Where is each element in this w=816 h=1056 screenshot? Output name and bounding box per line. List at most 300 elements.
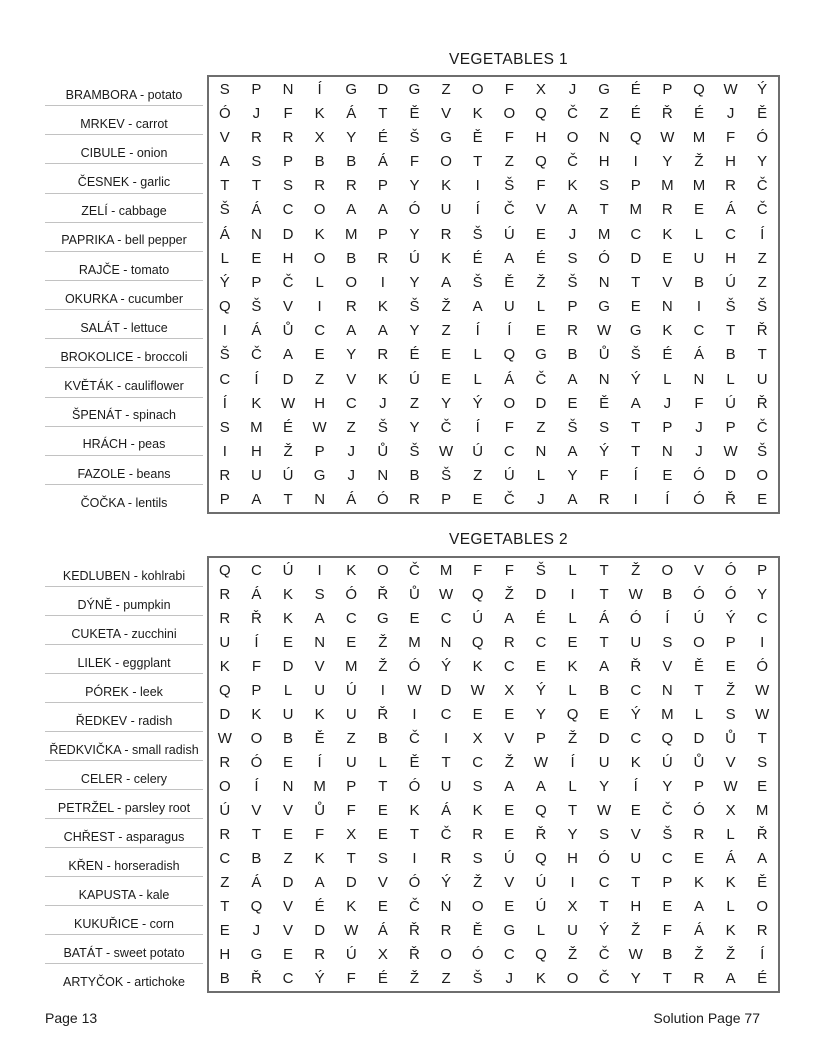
grid-letter: S <box>599 826 610 844</box>
puzzle-2-word-list <box>45 558 203 992</box>
grid-letter: Ů <box>409 585 420 603</box>
grid-letter: E <box>662 467 673 485</box>
grid-letter: T <box>757 346 767 364</box>
grid-letter: Ó <box>693 585 705 603</box>
grid-letter: T <box>441 753 451 771</box>
grid-letter: D <box>219 705 231 723</box>
grid-letter: R <box>503 633 515 651</box>
grid-letter: Q <box>693 80 705 98</box>
grid-letter: Ž <box>694 946 704 964</box>
grid-letter: D <box>598 729 610 747</box>
grid-letter: F <box>536 177 546 195</box>
grid-letter: Y <box>441 394 452 412</box>
grid-letter: F <box>346 802 356 820</box>
page-number: Page 13 <box>45 1010 98 1026</box>
grid-letter: Á <box>377 922 388 940</box>
grid-letter: L <box>568 561 577 579</box>
grid-letter: E <box>251 249 262 267</box>
grid-letter: N <box>661 298 673 316</box>
grid-letter: N <box>693 370 705 388</box>
grid-letter: O <box>313 201 326 219</box>
grid-letter: Ž <box>378 657 388 675</box>
word-list-item: BATÁT - sweet potato <box>45 935 203 964</box>
grid-letter: J <box>695 443 703 461</box>
grid-letter: K <box>377 370 388 388</box>
grid-letter: I <box>222 443 227 461</box>
grid-letter: Í <box>254 633 259 651</box>
grid-letter: R <box>440 225 452 243</box>
grid-letter: A <box>504 778 515 796</box>
grid-letter: Š <box>630 346 641 364</box>
grid-letter: R <box>661 201 673 219</box>
grid-letter: M <box>250 418 263 436</box>
grid-letter: R <box>693 826 705 844</box>
grid-letter: T <box>473 153 483 171</box>
grid-letter: U <box>345 753 357 771</box>
grid-letter: K <box>251 394 262 412</box>
grid-letter: Ý <box>535 681 546 699</box>
grid-letter: F <box>251 657 261 675</box>
word-list-item: BROKOLICE - broccoli <box>45 339 203 368</box>
grid-letter: S <box>472 850 483 868</box>
grid-letter: Á <box>725 850 736 868</box>
grid-letter: U <box>282 705 294 723</box>
grid-letter: T <box>378 778 388 796</box>
grid-letter: Z <box>473 467 483 485</box>
grid-letter: T <box>346 850 356 868</box>
grid-letter: Ů <box>725 729 736 747</box>
grid-letter: A <box>693 898 704 916</box>
grid-letter: Y <box>346 128 357 146</box>
grid-letter: K <box>441 177 452 195</box>
grid-letter: P <box>377 177 388 195</box>
grid-letter: S <box>377 850 388 868</box>
grid-letter: Á <box>693 346 704 364</box>
grid-letter: Ý <box>630 370 641 388</box>
grid-letter: W <box>470 681 485 699</box>
grid-letter: Č <box>409 898 420 916</box>
word-list-item: LILEK - eggplant <box>45 645 203 674</box>
grid-letter: Ž <box>567 729 578 747</box>
grid-letter: É <box>283 418 294 436</box>
grid-letter: K <box>314 705 325 723</box>
grid-letter: I <box>570 874 575 892</box>
grid-letter: V <box>441 104 452 122</box>
grid-letter: É <box>535 609 546 627</box>
grid-letter: Ř <box>725 491 736 509</box>
grid-letter: V <box>314 657 325 675</box>
grid-letter: H <box>630 898 642 916</box>
grid-letter: K <box>346 898 357 916</box>
grid-letter: Í <box>633 467 638 485</box>
grid-letter: Á <box>251 322 262 340</box>
grid-letter: Í <box>222 394 227 412</box>
grid-letter: L <box>536 467 546 485</box>
grid-letter: P <box>535 729 546 747</box>
grid-letter: Č <box>756 177 768 195</box>
grid-letter: R <box>250 128 262 146</box>
grid-letter: T <box>409 826 420 844</box>
grid-letter: Ž <box>378 633 388 651</box>
grid-letter: B <box>693 273 704 291</box>
grid-letter: W <box>628 585 643 603</box>
grid-letter: Ú <box>345 946 357 964</box>
grid-letter: Š <box>472 970 483 988</box>
grid-letter: Š <box>472 225 483 243</box>
grid-letter: D <box>630 249 642 267</box>
grid-letter: W <box>755 705 770 723</box>
grid-letter: K <box>567 657 578 675</box>
grid-letter: Y <box>409 225 420 243</box>
grid-letter: U <box>693 249 705 267</box>
grid-letter: N <box>377 467 389 485</box>
grid-letter: D <box>314 922 326 940</box>
grid-letter: E <box>283 946 294 964</box>
grid-letter: Y <box>409 273 420 291</box>
grid-letter: Č <box>409 729 420 747</box>
grid-letter: V <box>283 898 294 916</box>
word-list-item: CHŘEST - asparagus <box>45 819 203 848</box>
grid-letter: Ř <box>756 826 768 844</box>
grid-letter: I <box>412 850 417 868</box>
grid-letter: X <box>535 80 546 98</box>
grid-letter: Q <box>535 850 547 868</box>
grid-letter: D <box>345 874 357 892</box>
grid-letter: E <box>630 298 641 316</box>
grid-letter: J <box>568 225 577 243</box>
word-list-item: KŘEN - horseradish <box>45 848 203 877</box>
grid-letter: G <box>598 298 610 316</box>
grid-letter: Ý <box>725 609 736 627</box>
word-list-item: PAPRIKA - bell pepper <box>45 223 203 252</box>
grid-letter: H <box>250 443 262 461</box>
grid-letter: V <box>504 874 515 892</box>
grid-letter: X <box>472 729 483 747</box>
grid-letter: K <box>377 298 388 316</box>
grid-letter: L <box>536 922 546 940</box>
grid-letter: Y <box>599 778 610 796</box>
grid-letter: A <box>567 491 578 509</box>
grid-letter: V <box>219 128 230 146</box>
grid-letter: A <box>377 322 388 340</box>
grid-letter: Ó <box>598 249 610 267</box>
grid-letter: D <box>535 394 547 412</box>
grid-letter: I <box>570 585 575 603</box>
grid-letter: Š <box>409 443 420 461</box>
grid-letter: A <box>725 970 736 988</box>
grid-letter: N <box>598 370 610 388</box>
grid-letter: P <box>725 418 736 436</box>
grid-letter: É <box>472 249 483 267</box>
grid-letter: Š <box>377 418 388 436</box>
grid-letter: Ó <box>218 104 231 122</box>
grid-letter: K <box>725 922 736 940</box>
grid-letter: P <box>283 153 294 171</box>
grid-letter: Ž <box>725 681 736 699</box>
grid-letter: I <box>760 633 765 651</box>
grid-letter: M <box>629 201 642 219</box>
grid-letter: P <box>219 491 230 509</box>
grid-letter: F <box>662 922 672 940</box>
grid-letter: P <box>441 491 452 509</box>
grid-letter: F <box>504 80 514 98</box>
grid-letter: D <box>535 585 547 603</box>
grid-letter: L <box>726 898 735 916</box>
word-list-item: KEDLUBEN - kohlrabi <box>45 558 203 587</box>
grid-letter: Y <box>567 826 578 844</box>
grid-letter: D <box>440 681 452 699</box>
grid-letter: K <box>567 177 578 195</box>
grid-letter: P <box>377 225 388 243</box>
grid-letter: Ž <box>567 946 578 964</box>
grid-letter: B <box>346 249 357 267</box>
grid-letter: A <box>504 249 515 267</box>
grid-letter: N <box>661 443 673 461</box>
grid-letter: B <box>251 850 262 868</box>
grid-letter: O <box>661 561 674 579</box>
grid-letter: B <box>283 729 294 747</box>
grid-letter: C <box>503 657 515 675</box>
grid-letter: D <box>377 80 389 98</box>
grid-letter: B <box>377 729 388 747</box>
grid-letter: H <box>598 153 610 171</box>
grid-letter: H <box>725 249 736 267</box>
grid-letter: L <box>536 298 546 316</box>
grid-letter: N <box>314 491 326 509</box>
grid-letter: Ý <box>219 273 230 291</box>
grid-letter: R <box>314 177 326 195</box>
grid-letter: Z <box>757 273 767 291</box>
grid-letter: Ó <box>756 128 769 146</box>
grid-letter: Ý <box>599 443 610 461</box>
grid-letter: L <box>315 273 324 291</box>
grid-letter: Q <box>661 729 674 747</box>
grid-letter: Č <box>756 201 768 219</box>
grid-letter: G <box>377 609 389 627</box>
word-list-item: ČESNEK - garlic <box>45 164 203 193</box>
grid-letter: Č <box>503 491 515 509</box>
grid-letter: P <box>662 80 673 98</box>
word-list-item: ČOČKA - lentils <box>80 495 168 510</box>
grid-letter: Č <box>440 826 452 844</box>
grid-letter: L <box>378 753 388 771</box>
grid-letter: V <box>251 802 262 820</box>
grid-letter: N <box>314 633 326 651</box>
grid-letter: Z <box>346 729 356 747</box>
grid-letter: R <box>282 128 294 146</box>
grid-letter: Y <box>409 322 420 340</box>
grid-letter: N <box>250 225 262 243</box>
grid-letter: W <box>344 922 359 940</box>
grid-letter: K <box>346 561 357 579</box>
grid-letter: C <box>472 753 484 771</box>
grid-letter: S <box>662 633 673 651</box>
grid-letter: J <box>537 491 545 509</box>
grid-letter: K <box>441 249 452 267</box>
grid-letter: Č <box>503 201 515 219</box>
word-list-item: RAJČE - tomato <box>45 252 203 281</box>
grid-letter: C <box>756 609 768 627</box>
grid-letter: Ř <box>250 970 262 988</box>
grid-letter: Á <box>251 585 262 603</box>
grid-letter: B <box>567 346 578 364</box>
grid-letter: W <box>723 778 738 796</box>
grid-letter: T <box>631 443 641 461</box>
grid-letter: U <box>503 298 515 316</box>
grid-letter: V <box>283 922 294 940</box>
grid-letter: T <box>220 177 230 195</box>
grid-letter: Z <box>441 80 451 98</box>
grid-letter: R <box>219 585 231 603</box>
grid-letter: T <box>631 874 641 892</box>
grid-letter: K <box>314 225 325 243</box>
grid-letter: V <box>662 273 673 291</box>
grid-letter: Č <box>598 970 610 988</box>
grid-letter: I <box>317 561 322 579</box>
grid-letter: E <box>314 346 325 364</box>
grid-letter: L <box>283 681 293 699</box>
grid-letter: Á <box>725 201 736 219</box>
grid-letter: A <box>346 322 357 340</box>
grid-letter: E <box>567 394 578 412</box>
grid-letter: D <box>282 225 294 243</box>
grid-letter: C <box>503 443 515 461</box>
grid-letter: F <box>725 128 736 146</box>
grid-letter: X <box>314 128 325 146</box>
grid-letter: J <box>726 104 735 122</box>
word-list-item: BRAMBORA - potato <box>45 77 203 106</box>
grid-letter: Y <box>535 705 546 723</box>
grid-letter: V <box>283 298 294 316</box>
grid-letter: A <box>472 298 483 316</box>
grid-letter: A <box>314 609 325 627</box>
grid-letter: K <box>251 705 262 723</box>
grid-letter: J <box>568 80 577 98</box>
grid-letter: T <box>631 418 641 436</box>
grid-letter: Í <box>760 225 765 243</box>
grid-letter: Ů <box>598 346 610 364</box>
word-list-item: OKURKA - cucumber <box>45 281 203 310</box>
grid-letter: R <box>756 922 768 940</box>
grid-letter: Ú <box>409 370 420 388</box>
grid-letter: Č <box>661 802 673 820</box>
grid-letter: P <box>251 681 262 699</box>
grid-letter: Y <box>409 177 420 195</box>
grid-letter: G <box>503 922 516 940</box>
grid-letter: L <box>694 705 704 723</box>
grid-letter: P <box>630 177 641 195</box>
grid-letter: U <box>440 201 452 219</box>
grid-letter: Ř <box>409 946 420 964</box>
grid-letter: R <box>314 946 326 964</box>
grid-letter: S <box>567 249 578 267</box>
grid-letter: Q <box>471 585 484 603</box>
word-list-item: ŠPENÁT - spinach <box>45 398 203 427</box>
grid-letter: L <box>568 609 577 627</box>
grid-letter: F <box>504 561 514 579</box>
grid-letter: O <box>440 153 452 171</box>
grid-letter: W <box>628 946 643 964</box>
grid-letter: Ě <box>504 273 515 291</box>
grid-letter: L <box>473 346 482 364</box>
grid-letter: Ú <box>693 609 705 627</box>
grid-letter: G <box>629 322 642 340</box>
grid-letter: S <box>314 585 325 603</box>
grid-letter: T <box>631 273 641 291</box>
grid-letter: Z <box>599 104 609 122</box>
grid-letter: G <box>345 80 358 98</box>
grid-letter: B <box>314 153 325 171</box>
grid-letter: P <box>251 273 262 291</box>
grid-letter: N <box>440 898 452 916</box>
grid-letter: Á <box>251 201 262 219</box>
grid-letter: P <box>251 80 262 98</box>
grid-letter: Ě <box>757 874 768 892</box>
grid-letter: V <box>377 874 388 892</box>
grid-letter: D <box>282 370 294 388</box>
grid-letter: W <box>407 681 422 699</box>
grid-letter: K <box>693 874 704 892</box>
puzzle-1-word-list <box>45 77 203 513</box>
grid-letter: Q <box>218 681 231 699</box>
grid-letter: E <box>504 898 515 916</box>
grid-letter: C <box>630 729 642 747</box>
word-list-item: PETRŽEL - parsley root <box>45 790 203 819</box>
grid-letter: M <box>661 177 674 195</box>
grid-letter: U <box>314 681 326 699</box>
grid-letter: Ó <box>408 201 421 219</box>
grid-letter: K <box>535 970 546 988</box>
grid-letter: I <box>443 729 449 747</box>
grid-letter: T <box>599 585 609 603</box>
grid-letter: V <box>535 201 546 219</box>
grid-letter: I <box>380 681 385 699</box>
puzzle-2-letter-grid <box>207 556 780 993</box>
grid-letter: É <box>693 104 704 122</box>
grid-letter: Z <box>536 418 546 436</box>
grid-letter: Č <box>409 561 420 579</box>
grid-letter: E <box>377 898 388 916</box>
grid-letter: R <box>440 850 452 868</box>
grid-letter: D <box>693 729 705 747</box>
grid-letter: I <box>696 298 702 316</box>
grid-letter: C <box>314 322 326 340</box>
grid-letter: R <box>219 467 231 485</box>
grid-letter: I <box>222 322 227 340</box>
grid-letter: A <box>567 201 578 219</box>
grid-letter: K <box>409 802 420 820</box>
grid-letter: Č <box>282 273 294 291</box>
grid-letter: N <box>598 128 610 146</box>
grid-letter: Ř <box>630 657 642 675</box>
grid-letter: Ú <box>282 467 294 485</box>
grid-letter: E <box>567 633 578 651</box>
grid-letter: Ý <box>441 657 452 675</box>
grid-letter: Z <box>409 394 420 412</box>
grid-letter: P <box>725 633 736 651</box>
grid-letter: N <box>598 273 610 291</box>
grid-letter: H <box>567 850 578 868</box>
grid-letter: Ý <box>441 874 452 892</box>
grid-letter: X <box>377 946 388 964</box>
grid-letter: T <box>694 681 704 699</box>
word-list-item: KUKUŘICE - corn <box>45 906 203 935</box>
grid-letter: Ý <box>314 970 325 988</box>
grid-letter: T <box>599 561 609 579</box>
grid-letter: X <box>725 802 736 820</box>
grid-letter: S <box>599 418 610 436</box>
grid-letter: T <box>599 633 609 651</box>
